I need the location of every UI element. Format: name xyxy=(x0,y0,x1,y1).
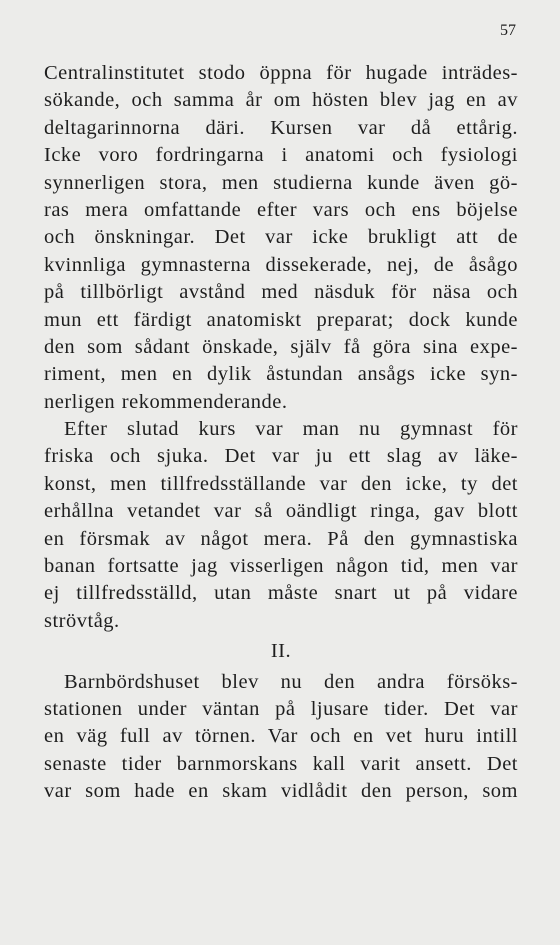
text-line: en försmak av något mera. På den gymnastiska xyxy=(44,527,518,550)
text-line: konst, men tillfredsställande var den icke, ty det xyxy=(44,472,518,495)
body-text xyxy=(44,60,518,806)
text-line: ras mera omfattande efter vars och ens böjelse xyxy=(44,198,518,221)
text-line: Barnbördshuset blev nu den andra försöks- xyxy=(64,670,518,693)
text-line: och önskningar. Det var icke brukligt att de xyxy=(44,226,518,249)
text-line: Efter slutad kurs var man nu gymnast för xyxy=(64,418,518,441)
page-number: 57 xyxy=(500,22,516,39)
text-line: en väg full av törnen. Var och en vet huru intill xyxy=(44,725,518,748)
text-line: senaste tider barnmorskans kall varit ansett. Det xyxy=(44,752,518,775)
text-line: friska och sjuka. Det var ju ett slag av läke- xyxy=(44,445,518,468)
text-line: deltagarinnorna däri. Kursen var då ettårig. xyxy=(44,116,518,139)
text-line: strövtåg. xyxy=(44,609,120,632)
text-line: den som sådant önskade, själv få göra sina expe- xyxy=(44,335,518,358)
text-line: synnerligen stora, men studierna kunde även gö- xyxy=(44,171,518,194)
text-line: sökande, och samma år om hösten blev jag en av xyxy=(44,89,518,112)
text-line: kvinnliga gymnasterna dissekerade, nej, de åsågo xyxy=(44,253,518,276)
text-line: erhållna vetandet var så oändligt ringa, gav blott xyxy=(44,500,518,523)
text-line: på tillbörligt avstånd med näsduk för näsa och xyxy=(44,281,518,304)
text-line: mun ett färdigt anatomiskt preparat; dock kunde xyxy=(44,308,518,331)
text-line: var som hade en skam vidlådit den person, som xyxy=(44,780,518,803)
text-line: banan fortsatte jag visserligen någon tid, men var xyxy=(44,555,518,578)
text-line: ej tillfredsställd, utan måste snart ut på vidare xyxy=(44,582,518,605)
text-line: nerligen rekommenderande. xyxy=(44,390,288,413)
text-line: Icke voro fordringarna i anatomi och fysiologi xyxy=(44,144,518,167)
text-line: stationen under väntan på ljusare tider. Det var xyxy=(44,697,518,720)
text-line: Centralinstitutet stodo öppna för hugade inträdes- xyxy=(44,62,518,84)
text-line: riment, men en dylik åstundan ansågs icke syn- xyxy=(44,363,518,386)
section-heading: II. xyxy=(270,640,292,663)
